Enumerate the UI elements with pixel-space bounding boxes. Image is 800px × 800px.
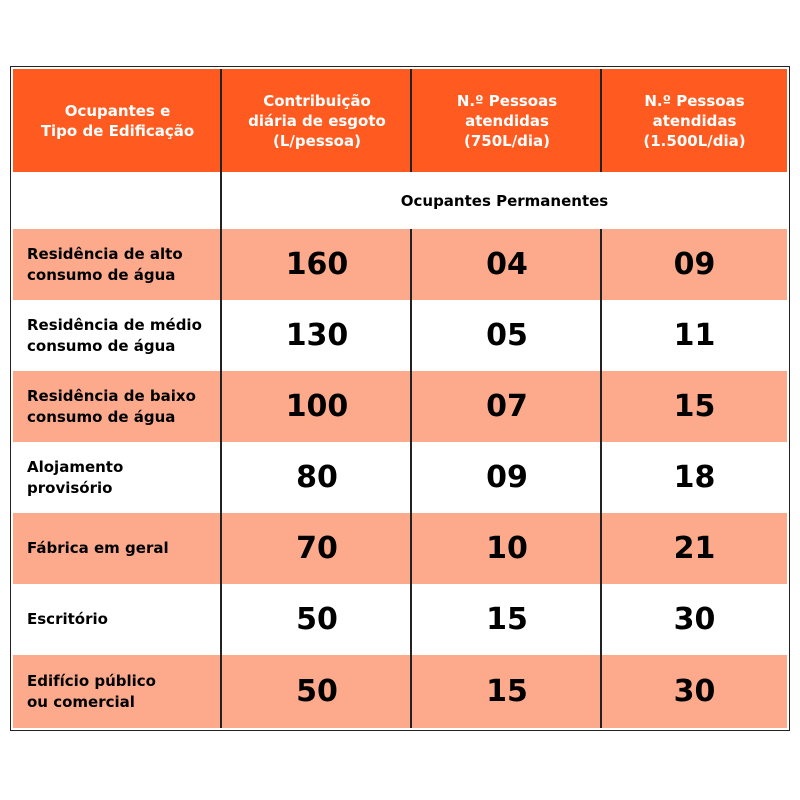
people-750-value: 15 xyxy=(486,674,528,709)
table-row xyxy=(13,300,787,371)
people-1500-value: 30 xyxy=(673,602,716,637)
header-people-750: N.º Pessoas atendidas (750L/dia) xyxy=(456,91,558,150)
contribution-value: 100 xyxy=(285,389,349,424)
people-1500-value: 09 xyxy=(673,247,716,282)
section-title: Ocupantes Permanentes xyxy=(400,191,609,210)
people-750-value: 15 xyxy=(486,602,528,637)
table-row xyxy=(13,371,787,442)
row-label: Residência de baixo consumo de água xyxy=(27,386,196,426)
people-1500-value: 30 xyxy=(673,674,716,709)
people-1500-value: 15 xyxy=(673,389,716,424)
people-750-value: 05 xyxy=(486,318,528,353)
contribution-value: 50 xyxy=(296,674,338,709)
people-750-value: 10 xyxy=(486,531,528,566)
row-label: Escritório xyxy=(27,610,108,628)
people-750-value: 07 xyxy=(486,389,528,424)
row-label: Edifício público ou comercial xyxy=(27,671,156,711)
table-row xyxy=(13,513,787,584)
column-divider xyxy=(600,229,602,728)
contribution-value: 80 xyxy=(296,460,338,495)
table-row xyxy=(13,229,787,300)
row-label: Residência de alto consumo de água xyxy=(27,244,183,284)
column-divider xyxy=(600,69,602,172)
table-row xyxy=(13,442,787,513)
row-label: Residência de médio consumo de água xyxy=(27,315,202,355)
column-divider xyxy=(410,229,412,728)
header-occupants-type: Ocupantes e Tipo de Edificação xyxy=(40,101,195,140)
header-daily-contribution: Contribuição diária de esgoto (L/pessoa) xyxy=(248,91,386,150)
sewage-contribution-table xyxy=(10,66,790,731)
row-label: Fábrica em geral xyxy=(27,539,169,557)
contribution-value: 50 xyxy=(296,602,338,637)
people-1500-value: 18 xyxy=(673,460,716,495)
contribution-value: 70 xyxy=(296,531,338,566)
contribution-value: 160 xyxy=(285,247,349,282)
table-row xyxy=(13,655,787,728)
column-divider xyxy=(410,69,412,172)
header-people-1500: N.º Pessoas atendidas (1.500L/dia) xyxy=(643,91,746,150)
people-750-value: 09 xyxy=(486,460,528,495)
people-1500-value: 11 xyxy=(673,318,716,353)
people-750-value: 04 xyxy=(486,247,528,282)
row-label: Alojamento provisório xyxy=(27,457,124,497)
table-row xyxy=(13,584,787,655)
contribution-value: 130 xyxy=(285,318,349,353)
table-header-row xyxy=(13,69,787,172)
people-1500-value: 21 xyxy=(673,531,716,566)
table-grid xyxy=(13,69,787,728)
section-row xyxy=(13,172,787,229)
column-divider xyxy=(220,69,222,728)
